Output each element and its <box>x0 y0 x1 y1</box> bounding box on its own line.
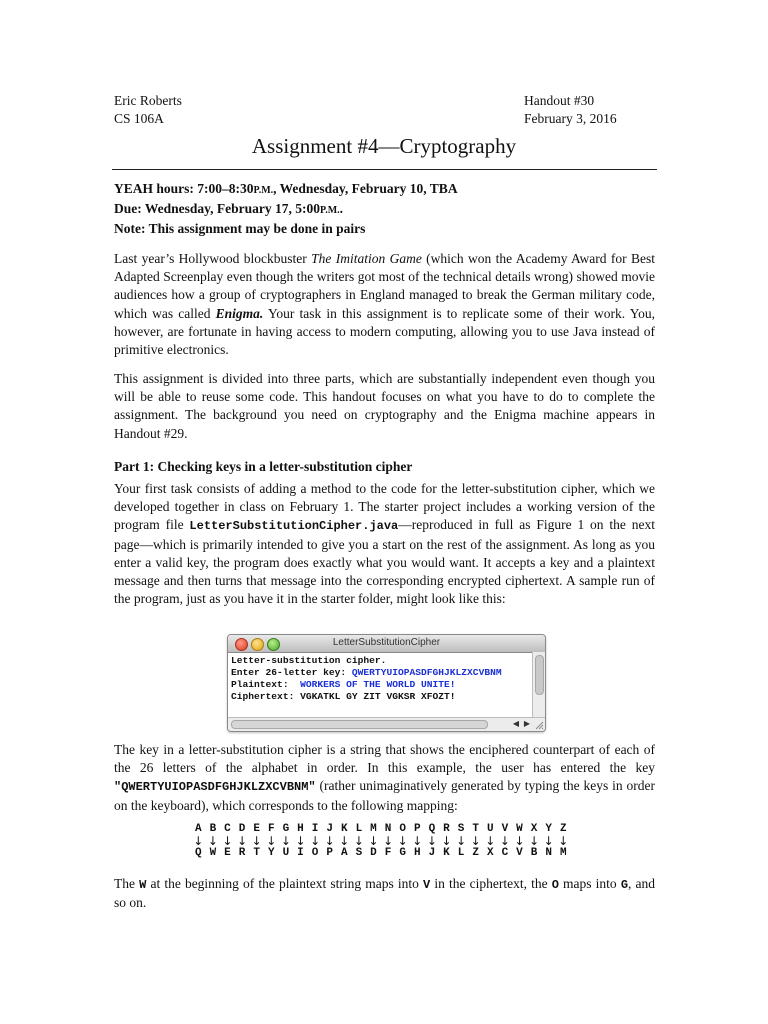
mapping-arrow-icon: ↓ <box>397 834 408 848</box>
plain-letter: U <box>486 823 494 835</box>
cipher-letter: Q <box>194 847 202 859</box>
handout-number: Handout #30 <box>524 93 595 108</box>
plain-letter: N <box>384 823 392 835</box>
pairs-note: Note: This assignment may be done in pairs <box>114 221 366 236</box>
key-paragraph <box>114 741 655 815</box>
part1-paragraph <box>114 480 655 608</box>
cipher-letter: U <box>282 847 290 859</box>
cipher-letter: G <box>399 847 406 859</box>
vertical-scrollbar[interactable] <box>532 652 545 718</box>
window-title: LetterSubstitutionCipher <box>332 637 441 648</box>
cipher-letter: Y <box>267 847 275 859</box>
due-date-pm: P.M. <box>320 205 340 216</box>
cipher-letter: T <box>253 847 260 859</box>
cipher-letter: R <box>238 847 246 859</box>
explain-text-e: , and so on. <box>114 876 656 911</box>
cipher-letter: E <box>224 847 231 859</box>
mapping-arrow-icon: ↓ <box>339 834 350 848</box>
plain-letter: Q <box>428 823 436 835</box>
part1-text-b: —reproduced in full as Figure 1 on the next page—which is primarily intended to give you a start on the rest of the assignment. As long as you enter a valid key, the program does exactly what you would want. It accepts a key and a plaintext message and then turns that message into the corresponding encrypted ciphertext. A sample run of the program, just as you have it in the starter folder, might look like this: <box>114 517 655 607</box>
yeah-hours-pm: P.M. <box>253 185 274 196</box>
key-text-a: The key in a letter-substitution cipher is a string that shows the enciphered counterpart of each of the 26 letters of the alphabet in order. In this example, the user has entered the key <box>114 742 655 776</box>
intro-text-a: Last year’s Hollywood blockbuster <box>114 251 312 266</box>
explain-text-c: in the ciphertext, the <box>430 876 552 891</box>
plain-letter: I <box>311 823 319 835</box>
cipher-letter: X <box>486 847 494 859</box>
cipher-letter: W <box>209 847 217 859</box>
mapping-arrow-icon: ↓ <box>237 834 248 848</box>
key-text-b: (rather unimaginatively generated by typing the keys in order on the keyboard), which corresponds to the following mapping: <box>114 778 655 813</box>
mapping-arrow-icon: ↓ <box>353 834 364 848</box>
mapping-arrow-icon: ↓ <box>426 834 437 848</box>
mapping-arrow-icon: ↓ <box>295 834 306 848</box>
mapping-arrow-icon: ↓ <box>485 834 496 848</box>
mapping-arrow-icon: ↓ <box>499 834 510 848</box>
console-line-4: Ciphertext: VGKATKL GY ZIT VGKSR XFOZT! <box>231 691 456 702</box>
header-left <box>114 92 182 128</box>
intro-paragraph <box>114 250 655 359</box>
cipher-letter: Z <box>472 847 479 859</box>
cipher-letter: L <box>457 847 465 859</box>
mapping-arrow-icon: ↓ <box>266 834 277 848</box>
starter-file-name: LetterSubstitutionCipher.java <box>189 519 399 534</box>
plain-letter: X <box>530 823 538 835</box>
plain-letter: M <box>370 823 377 835</box>
due-date-text: Due: Wednesday, February 17, 5:00 <box>114 201 321 216</box>
film-title: The Imitation Game <box>311 251 422 266</box>
letter-o: O <box>551 878 559 892</box>
mapping-arrow-icon: ↓ <box>280 834 291 848</box>
mapping-arrow-icon: ↓ <box>529 834 540 848</box>
cipher-letter: K <box>443 847 450 859</box>
mapping-arrow-icon: ↓ <box>251 834 262 848</box>
plaintext-input: WORKERS OF THE WORLD UNITE! <box>300 679 456 690</box>
plain-letter: O <box>399 823 406 835</box>
mapping-arrow-icon: ↓ <box>193 834 204 848</box>
plain-letter: W <box>516 823 523 835</box>
plaintext-prompt: Plaintext: <box>231 679 301 690</box>
mapping-arrow-icon: ↓ <box>324 834 335 848</box>
plain-letter: Z <box>559 823 567 835</box>
console-output <box>231 655 502 703</box>
mapping-arrow-icon: ↓ <box>368 834 379 848</box>
overview-paragraph: This assignment is divided into three parts, which are substantially independent even though you will be able to reuse some code. This handout focuses on what you have to do to complete the assignment. The background you need on cryptography and the Enigma machine appears in Handout #29. <box>114 371 655 441</box>
plain-letter: D <box>238 823 246 835</box>
cipher-letter: O <box>311 847 319 859</box>
yeah-hours <box>114 180 458 200</box>
cipher-letter: J <box>428 847 436 859</box>
mapping-arrow-icon: ↓ <box>558 834 569 848</box>
plain-letter: Y <box>545 823 552 835</box>
key-input: QWERTYUIOPASDFGHJKLZXCVBNM <box>351 667 502 678</box>
mapping-arrow-icon: ↓ <box>470 834 481 848</box>
explain-text-a: The <box>114 876 140 891</box>
cipher-letter: A <box>340 847 348 859</box>
title-rule <box>112 169 657 170</box>
scroll-left-icon[interactable]: ◀ <box>512 719 519 728</box>
mapping-arrow-icon: ↓ <box>412 834 423 848</box>
horizontal-scroll-thumb[interactable] <box>231 720 488 729</box>
console-line-1: Letter-substitution cipher. <box>231 655 387 666</box>
cipher-letter: V <box>516 847 523 859</box>
mapping-arrow-icon: ↓ <box>514 834 525 848</box>
cipher-letter: M <box>559 847 567 859</box>
resize-grip-icon[interactable] <box>534 720 544 730</box>
letter-g: G <box>620 878 629 892</box>
console-window[interactable] <box>227 634 546 732</box>
mapping-arrow-icon: ↓ <box>456 834 467 848</box>
vertical-scroll-thumb[interactable] <box>535 655 544 695</box>
plain-letter: R <box>443 823 450 835</box>
mapping-arrow-icon: ↓ <box>383 834 394 848</box>
cipher-letter: F <box>384 847 392 859</box>
handout-date: February 3, 2016 <box>524 111 617 126</box>
plain-letter: A <box>194 823 202 835</box>
letter-v: V <box>423 878 431 892</box>
yeah-hours-details: , Wednesday, February 10, TBA <box>273 181 458 196</box>
author-name: Eric Roberts <box>114 93 182 108</box>
plain-letter: L <box>355 823 363 835</box>
plain-letter: T <box>472 823 479 835</box>
part1-heading: Part 1: Checking keys in a letter-substitution cipher <box>114 459 413 474</box>
plain-letter: G <box>282 823 290 835</box>
part1-text-a: Your first task consists of adding a method to the code for the letter-substitution cipher, which we developed together in class on February 1. The starter project includes a working version of the program file <box>114 481 655 533</box>
key-prompt: Enter 26-letter key: <box>231 667 352 678</box>
yeah-hours-text: YEAH hours: 7:00–8:30 <box>114 181 254 196</box>
mapping-arrow-icon: ↓ <box>543 834 554 848</box>
mapping-arrow-icon: ↓ <box>310 834 321 848</box>
cipher-letter: D <box>370 847 377 859</box>
mapping-arrow-icon: ↓ <box>207 834 218 848</box>
intro-text-c: Your task in this assignment is to replicate some of their work. You, however, are fortunate in having access to modern computing, allowing you to use Java instead of primitive electronics. <box>114 305 655 358</box>
plain-letter: J <box>326 823 333 835</box>
example-key: "QWERTYUIOPASDFGHJKLZXCVBNM" <box>114 780 316 795</box>
due-date-period: . <box>339 201 344 216</box>
window-titlebar[interactable] <box>228 635 545 653</box>
enigma-term: Enigma. <box>215 305 264 321</box>
cipher-letter: P <box>326 847 333 859</box>
explain-text-b: at the beginning of the plaintext string maps into <box>146 876 424 891</box>
letter-w: W <box>139 878 147 892</box>
horizontal-scrollbar[interactable] <box>228 717 545 731</box>
plain-letter: V <box>501 823 509 835</box>
assignment-meta <box>114 180 458 238</box>
plain-letter: K <box>340 823 348 835</box>
cipher-letter: C <box>501 847 509 859</box>
cipher-letter: I <box>297 847 304 859</box>
plain-letter: H <box>297 823 304 835</box>
plain-letter: C <box>224 823 231 835</box>
plain-letter: B <box>209 823 217 835</box>
plain-letter: E <box>253 823 260 835</box>
plain-letter: S <box>457 823 465 835</box>
scroll-right-icon[interactable]: ▶ <box>523 719 530 728</box>
page-title: Assignment #4—Cryptography <box>251 134 517 158</box>
cipher-letter: H <box>413 847 421 859</box>
header-right <box>524 92 617 128</box>
mapping-arrow-icon: ↓ <box>441 834 452 848</box>
cipher-letter: B <box>530 847 538 859</box>
intro-text-b: (which won the Academy Award for Best Adapted Screenplay even though the writers got most of the technical details wrong) showed movie audiences how a group of cryptographers in England managed to break the German military code, which was called <box>114 251 655 321</box>
mapping-explanation <box>114 875 655 912</box>
due-date <box>114 200 458 220</box>
plain-letter: P <box>413 823 421 835</box>
cipher-letter: S <box>355 847 363 859</box>
explain-text-d: maps into <box>558 876 621 891</box>
course-code: CS 106A <box>114 111 164 126</box>
cipher-letter: N <box>545 847 552 859</box>
plain-letter: F <box>267 823 275 835</box>
console-line-3 <box>231 679 502 691</box>
console-line-2 <box>231 667 502 679</box>
mapping-arrow-icon: ↓ <box>222 834 233 848</box>
